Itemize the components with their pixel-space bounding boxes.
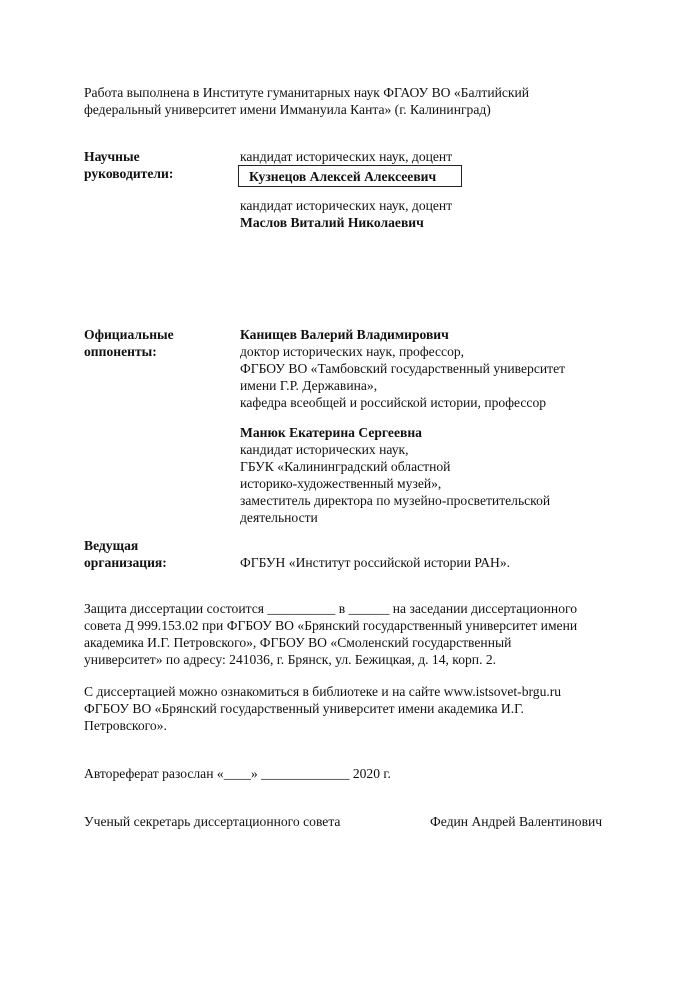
opponent-1-line: доктор исторических наук, профессор, (240, 344, 465, 359)
opponent-2 (240, 424, 550, 526)
defense-line: академика И.Г. Петровского», ФГБОУ ВО «Смоленский государственный (84, 635, 512, 650)
leading-org-label-line: Ведущая (84, 538, 139, 553)
opponent-1-line: ФГБОУ ВО «Тамбовский государственный университет (240, 361, 566, 376)
supervisors-label (84, 148, 173, 182)
defense-line: совета Д 999.153.02 при ФГБОУ ВО «Брянский государственный университет имени (84, 618, 578, 633)
library-line: ФГБОУ ВО «Брянский государственный университет имени академика И.Г. (84, 701, 524, 716)
supervisors-label-line: Научные (84, 149, 140, 164)
opponent-1-name: Канищев Валерий Владимирович (240, 327, 449, 342)
leading-org-label (84, 537, 167, 571)
leading-org-label-line: организация: (84, 555, 167, 570)
opponent-2-name: Манюк Екатерина Сергеевна (240, 425, 422, 440)
secretary-title: Ученый секретарь диссертационного совета (84, 814, 341, 829)
supervisor-1-degree: кандидат исторических наук, доцент (240, 149, 453, 164)
supervisors-label-line: руководители: (84, 166, 174, 181)
intro-line: федеральный университет имени Иммануила Канта» (г. Калининград) (84, 102, 491, 117)
supervisor-2-name: Маслов Виталий Николаевич (240, 215, 424, 230)
opponent-2-line: кандидат исторических наук, (240, 442, 409, 457)
defense-line: университет» по адресу: 241036, г. Брянск, ул. Бежицкая, д. 14, корп. 2. (84, 652, 497, 667)
supervisor-2 (240, 197, 452, 231)
opponent-2-line: деятельности (240, 510, 318, 525)
library-paragraph (84, 683, 616, 734)
defense-line: Защита диссертации состоится __________ в ______ на заседании диссертационного (84, 601, 578, 616)
library-line: Петровского». (84, 718, 167, 733)
opponents-label-line: Официальные (84, 327, 174, 342)
intro-paragraph (84, 84, 564, 118)
autoreferat-sent: Автореферат разослан «____» _____________ 2020 г. (84, 766, 391, 781)
leading-org-value: ФГБУН «Институт российской истории РАН». (240, 555, 511, 570)
opponent-1-line: имени Г.Р. Державина», (240, 378, 378, 393)
supervisor-2-degree: кандидат исторических наук, доцент (240, 198, 453, 213)
opponent-1 (240, 326, 565, 411)
opponent-2-line: ГБУК «Калининградский областной (240, 459, 451, 474)
opponents-label-line: оппоненты: (84, 344, 157, 359)
secretary-name: Федин Андрей Валентинович (430, 814, 603, 829)
intro-line: Работа выполнена в Институте гуманитарных наук ФГАОУ ВО «Балтийский (84, 85, 530, 100)
supervisor-1-name-box (238, 165, 462, 187)
defense-paragraph (84, 600, 616, 668)
opponent-1-line: кафедра всеобщей и российской истории, профессор (240, 395, 547, 410)
opponent-2-line: историко-художественный музей», (240, 476, 442, 491)
library-line: С диссертацией можно ознакомиться в библиотеке и на сайте www.istsovet-brgu.ru (84, 684, 562, 699)
opponent-2-line: заместитель директора по музейно-просветительской (240, 493, 551, 508)
supervisor-1-name: Кузнецов Алексей Алексеевич (249, 169, 437, 184)
opponents-label (84, 326, 174, 360)
